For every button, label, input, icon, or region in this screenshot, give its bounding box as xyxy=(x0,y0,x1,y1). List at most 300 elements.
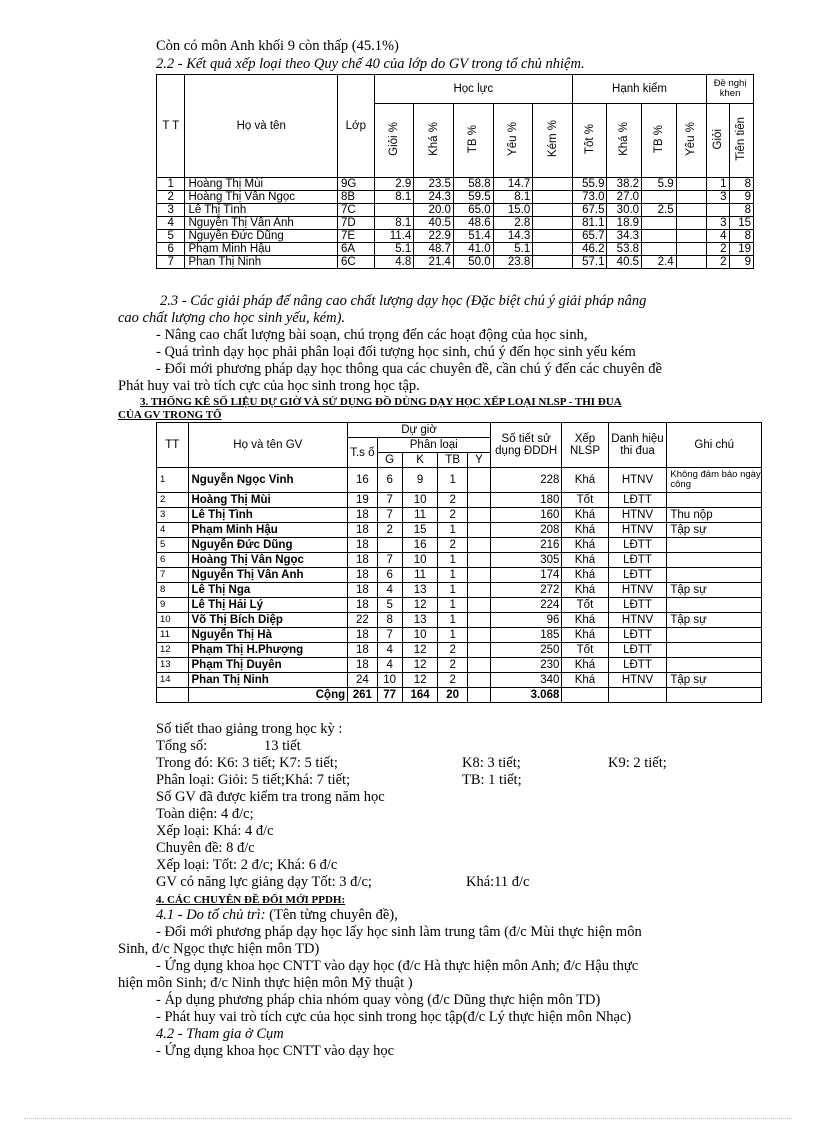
table-row xyxy=(157,673,762,688)
t2-cell-xep: Tốt xyxy=(562,598,608,613)
t2-cell-name: Nguyễn Ngọc Vinh xyxy=(188,468,348,493)
t2-cell-xep: Khá xyxy=(562,673,608,688)
t1-cell-hk_yeu xyxy=(676,230,707,243)
solution-item-1: - Nâng cao chất lượng bài soạn, chú trọng đến các hoạt động của học sinh, xyxy=(156,327,588,343)
table-row xyxy=(157,658,762,673)
t1-cell-class: 7C xyxy=(338,204,375,217)
t2-header-k: K xyxy=(402,453,438,468)
t2-cell-y xyxy=(467,568,490,583)
t1-cell-hk_kha: 38.2 xyxy=(607,178,642,191)
t2-cell-y xyxy=(467,493,490,508)
t2-cell-danhhieu: LĐTT xyxy=(608,658,667,673)
t2-cell-g: 4 xyxy=(377,583,402,598)
stats-gv-kha: Khá:11 đ/c xyxy=(466,874,530,890)
t1-cell-tot: 81.1 xyxy=(572,217,607,230)
t2-cell-sotiet: 180 xyxy=(490,493,561,508)
t2-cell-k: 11 xyxy=(402,568,438,583)
t2-header-name: Họ và tên GV xyxy=(188,423,348,468)
t2-cell-danhhieu: HTNV xyxy=(608,613,667,628)
section-2-3-title-2: cao chất lượng cho học sinh yếu, kém). xyxy=(118,310,346,326)
t2-cell-k: 12 xyxy=(402,598,438,613)
table-row xyxy=(157,523,762,538)
stats-xep-loai-1: Xếp loại: Khá: 4 đ/c xyxy=(156,823,274,839)
t2-cell-ghichu: Tập sự xyxy=(667,673,762,688)
t2-total-sotiet: 3.068 xyxy=(490,688,561,703)
t1-cell-yeu: 23.8 xyxy=(493,256,533,269)
t1-cell-kem xyxy=(533,191,573,204)
t2-cell-danhhieu: LĐTT xyxy=(608,553,667,568)
t2-cell-k: 15 xyxy=(402,523,438,538)
table-row xyxy=(157,217,754,230)
t1-cell-tb: 59.5 xyxy=(453,191,493,204)
t1-cell-kem xyxy=(533,204,573,217)
section-4-item-2a: - Ứng dụng khoa học CNTT vào dạy học (đ/c Hà thực hiện môn Anh; đ/c Hậu thực xyxy=(156,958,639,974)
t1-cell-name: Nguyễn Thị Vân Anh xyxy=(185,217,338,230)
t2-cell-k: 10 xyxy=(402,628,438,643)
t2-cell-name: Phạm Minh Hậu xyxy=(188,523,348,538)
t2-cell-sotiet: 208 xyxy=(490,523,561,538)
header-hl-yeu: Yếu % xyxy=(506,122,519,156)
stats-trong-do: Trong đó: K6: 3 tiết; K7: 5 tiết; xyxy=(156,755,338,771)
t1-cell-k_tt: 19 xyxy=(729,243,754,256)
t1-cell-name: Phan Thị Ninh xyxy=(185,256,338,269)
t2-cell-name: Phạm Thị H.Phượng xyxy=(188,643,348,658)
table-row xyxy=(157,583,762,598)
t2-cell-name: Phan Thị Ninh xyxy=(188,673,348,688)
t1-cell-k_tt: 8 xyxy=(729,178,754,191)
t2-cell-xep: Khá xyxy=(562,628,608,643)
t2-cell-y xyxy=(467,508,490,523)
t1-cell-k_tt: 9 xyxy=(729,191,754,204)
t2-cell-sotiet: 228 xyxy=(490,468,561,493)
header-khen-gioi: Giỏi xyxy=(711,128,724,150)
t2-cell-sotiet: 224 xyxy=(490,598,561,613)
t2-cell-tt: 7 xyxy=(157,568,189,583)
t2-header-ghi-chu: Ghi chú xyxy=(667,423,762,468)
t2-cell-k: 9 xyxy=(402,468,438,493)
t2-cell-y xyxy=(467,538,490,553)
t2-cell-tt: 5 xyxy=(157,538,189,553)
header-khen-tien-tien: Tiên tiến xyxy=(735,117,748,161)
stats-tong-so-value: 13 tiết xyxy=(264,738,301,754)
header-hl-tb: TB % xyxy=(467,124,480,154)
t1-cell-kem xyxy=(533,256,573,269)
t2-cell-danhhieu: HTNV xyxy=(608,583,667,598)
t1-cell-kem xyxy=(533,217,573,230)
t2-cell-name: Nguyễn Thị Hà xyxy=(188,628,348,643)
t1-cell-tb: 65.0 xyxy=(453,204,493,217)
t2-cell-y xyxy=(467,553,490,568)
header-hl-gioi: Giỏi % xyxy=(387,122,400,156)
t2-cell-tt: 12 xyxy=(157,643,189,658)
t2-cell-danhhieu: LĐTT xyxy=(608,493,667,508)
t2-cell-g: 10 xyxy=(377,673,402,688)
t2-cell-danhhieu: HTNV xyxy=(608,508,667,523)
t2-cell-y xyxy=(467,643,490,658)
t1-cell-yeu: 14.3 xyxy=(493,230,533,243)
section-4-item-1b: Sinh, đ/c Ngọc thực hiện môn TD) xyxy=(118,941,320,957)
t2-cell-name: Phạm Thị Duyên xyxy=(188,658,348,673)
section-4-item-5: - Ứng dụng khoa học CNTT vào dạy học xyxy=(156,1043,395,1059)
table-row xyxy=(157,598,762,613)
table-row xyxy=(157,256,754,269)
t1-cell-hk_tb: 2.4 xyxy=(642,256,677,269)
t1-cell-gioi: 2.9 xyxy=(374,178,414,191)
t1-cell-class: 9G xyxy=(338,178,375,191)
t1-cell-hk_tb xyxy=(642,217,677,230)
t1-cell-k_tt: 9 xyxy=(729,256,754,269)
t2-cell-ts: 24 xyxy=(348,673,377,688)
t2-cell-sotiet: 340 xyxy=(490,673,561,688)
t1-cell-tb: 41.0 xyxy=(453,243,493,256)
t2-cell-g: 4 xyxy=(377,658,402,673)
t2-cell-tb: 1 xyxy=(438,583,467,598)
t1-cell-hk_kha: 53.8 xyxy=(607,243,642,256)
t2-cell-tt: 14 xyxy=(157,673,189,688)
t1-cell-kha: 24.3 xyxy=(414,191,454,204)
t2-cell-ts: 18 xyxy=(348,628,377,643)
t2-cell-tb: 1 xyxy=(438,523,467,538)
t2-cell-name: Võ Thị Bích Diệp xyxy=(188,613,348,628)
t1-cell-hk_yeu xyxy=(676,204,707,217)
stats-k9: K9: 2 tiết; xyxy=(608,755,667,771)
t1-cell-k_tt: 8 xyxy=(729,204,754,217)
t1-cell-hk_kha: 27.0 xyxy=(607,191,642,204)
t2-cell-ghichu xyxy=(667,493,762,508)
stats-k8: K8: 3 tiết; xyxy=(462,755,521,771)
t1-cell-tb: 50.0 xyxy=(453,256,493,269)
t1-cell-tt: 1 xyxy=(157,178,185,191)
t1-cell-yeu: 5.1 xyxy=(493,243,533,256)
t2-cell-y xyxy=(467,673,490,688)
t2-cell-name: Lê Thị Tình xyxy=(188,508,348,523)
t2-header-du-gio: Dự giờ xyxy=(348,423,491,438)
t2-cell-tb: 1 xyxy=(438,553,467,568)
t2-cell-tb: 2 xyxy=(438,643,467,658)
table-row xyxy=(157,643,762,658)
t2-cell-y xyxy=(467,658,490,673)
t1-cell-kha: 20.0 xyxy=(414,204,454,217)
t2-header-y: Y xyxy=(467,453,490,468)
header-tt: T T xyxy=(157,75,185,178)
section-4-item-4: - Phát huy vai trò tích cực của học sinh trong học tập(đ/c Lý thực hiện môn Nhạc) xyxy=(156,1009,632,1025)
t1-cell-tt: 7 xyxy=(157,256,185,269)
t1-cell-gioi: 8.1 xyxy=(374,217,414,230)
section-4-item-1a: - Đổi mới phương pháp dạy học lấy học sinh làm trung tâm (đ/c Mùi thực hiện môn xyxy=(156,924,642,940)
t1-cell-class: 6C xyxy=(338,256,375,269)
table-row xyxy=(157,568,762,583)
table-row xyxy=(157,243,754,256)
table-row xyxy=(157,230,754,243)
section-2-3-title-1: 2.3 - Các giải pháp để nâng cao chất lượng dạy học (Đặc biệt chú ý giải pháp nâng xyxy=(160,293,647,309)
table-row xyxy=(157,613,762,628)
class-ranking-table xyxy=(156,74,754,269)
table-row xyxy=(157,493,762,508)
t2-cell-g: 7 xyxy=(377,553,402,568)
t2-cell-ts: 18 xyxy=(348,568,377,583)
t2-cell-ghichu: Thu nộp xyxy=(667,508,762,523)
t2-cell-g: 6 xyxy=(377,468,402,493)
table-row xyxy=(157,204,754,217)
t2-cell-ts: 18 xyxy=(348,583,377,598)
t2-cell-y xyxy=(467,523,490,538)
t1-cell-k_gioi: 3 xyxy=(707,191,729,204)
t1-cell-hk_tb xyxy=(642,243,677,256)
solution-item-3: - Đổi mới phương pháp dạy học thông qua các chuyên đề, cần chú ý đến các chuyên đề xyxy=(156,361,662,377)
t2-cell-tt: 11 xyxy=(157,628,189,643)
t1-cell-tot: 46.2 xyxy=(572,243,607,256)
t2-header-phan-loai: Phân loại xyxy=(377,438,490,453)
intro-line: Còn có môn Anh khối 9 còn thấp (45.1%) xyxy=(156,38,399,54)
t2-header-g: G xyxy=(377,453,402,468)
t2-header-tb: TB xyxy=(438,453,467,468)
t2-total-tb: 20 xyxy=(438,688,467,703)
t1-cell-kem xyxy=(533,230,573,243)
t2-cell-sotiet: 96 xyxy=(490,613,561,628)
t2-cell-tt: 10 xyxy=(157,613,189,628)
t2-cell-tb: 2 xyxy=(438,493,467,508)
t2-total-label: Cộng xyxy=(188,688,348,703)
t2-cell-tt: 6 xyxy=(157,553,189,568)
t2-cell-tt: 1 xyxy=(157,468,189,493)
t1-cell-class: 7E xyxy=(338,230,375,243)
table-row xyxy=(157,178,754,191)
t2-cell-k: 10 xyxy=(402,553,438,568)
t1-cell-gioi: 11.4 xyxy=(374,230,414,243)
t1-cell-tt: 4 xyxy=(157,217,185,230)
t2-cell-danhhieu: HTNV xyxy=(608,673,667,688)
table-row xyxy=(157,468,762,493)
t2-cell-y xyxy=(467,583,490,598)
t1-cell-hk_kha: 34.3 xyxy=(607,230,642,243)
t1-cell-kha: 23.5 xyxy=(414,178,454,191)
t1-cell-tb: 51.4 xyxy=(453,230,493,243)
t2-cell-ghichu: Tập sự xyxy=(667,523,762,538)
t2-cell-danhhieu: LĐTT xyxy=(608,598,667,613)
t1-cell-yeu: 2.8 xyxy=(493,217,533,230)
section-4-item-2b: hiện môn Sinh; đ/c Ninh thực hiện môn Mỹ thuật ) xyxy=(118,975,413,991)
t2-cell-ghichu: Không đảm bảo ngày công xyxy=(667,468,762,493)
t2-total-row xyxy=(157,688,762,703)
t1-cell-kha: 22.9 xyxy=(414,230,454,243)
t1-cell-tt: 3 xyxy=(157,204,185,217)
t2-cell-tb: 2 xyxy=(438,673,467,688)
stats-tb: TB: 1 tiết; xyxy=(462,772,522,788)
stats-phan-loai: Phân loại: Giỏi: 5 tiết;Khá: 7 tiết; xyxy=(156,772,351,788)
t1-cell-hk_kha: 18.9 xyxy=(607,217,642,230)
t2-header-so-tiet: Số tiết sử dụng ĐDDH xyxy=(490,423,561,468)
t2-cell-ghichu xyxy=(667,628,762,643)
t2-cell-tb: 1 xyxy=(438,628,467,643)
t1-cell-hk_yeu xyxy=(676,256,707,269)
t1-cell-name: Hoàng Thị Vân Ngọc xyxy=(185,191,338,204)
t2-header-xep: Xếp NLSP xyxy=(562,423,608,468)
t2-total-g: 77 xyxy=(377,688,402,703)
t2-cell-danhhieu: LĐTT xyxy=(608,643,667,658)
t1-cell-hk_kha: 30.0 xyxy=(607,204,642,217)
t2-cell-name: Lê Thị Hải Lý xyxy=(188,598,348,613)
t1-cell-tt: 5 xyxy=(157,230,185,243)
stats-chuyen-de: Chuyên đề: 8 đ/c xyxy=(156,840,255,856)
t2-cell-tb: 2 xyxy=(438,508,467,523)
section-4-1-label: 4.1 - Do tổ chủ trì: xyxy=(156,907,266,923)
header-name: Họ và tên xyxy=(185,75,338,178)
t2-cell-ts: 18 xyxy=(348,643,377,658)
header-hl-kha: Khá % xyxy=(427,122,440,156)
header-hk-yeu: Yếu % xyxy=(685,122,698,156)
t2-cell-g: 2 xyxy=(377,523,402,538)
t2-cell-danhhieu: HTNV xyxy=(608,468,667,493)
table-row xyxy=(157,508,762,523)
t1-cell-tot: 65.7 xyxy=(572,230,607,243)
t1-cell-tot: 73.0 xyxy=(572,191,607,204)
t2-cell-k: 12 xyxy=(402,658,438,673)
t2-cell-sotiet: 185 xyxy=(490,628,561,643)
t2-cell-name: Nguyễn Thị Vân Anh xyxy=(188,568,348,583)
teacher-stats-table xyxy=(156,422,762,703)
t2-cell-ts: 18 xyxy=(348,508,377,523)
t2-cell-g xyxy=(377,538,402,553)
table-row xyxy=(157,538,762,553)
t2-cell-tb: 2 xyxy=(438,538,467,553)
t2-cell-y xyxy=(467,628,490,643)
t1-cell-k_gioi: 1 xyxy=(707,178,729,191)
header-class: Lớp xyxy=(338,75,375,178)
t1-cell-tot: 55.9 xyxy=(572,178,607,191)
t1-cell-k_tt: 8 xyxy=(729,230,754,243)
t2-cell-danhhieu: LĐTT xyxy=(608,628,667,643)
t1-cell-kha: 21.4 xyxy=(414,256,454,269)
t2-cell-sotiet: 250 xyxy=(490,643,561,658)
t2-cell-xep: Khá xyxy=(562,568,608,583)
stats-line-1: Số tiết thao giảng trong học kỳ : xyxy=(156,721,343,737)
section-3-title-1: 3. THỐNG KÊ SỐ LIỆU DỰ GIỜ VÀ SỬ DỤNG ĐỒ DÙNG DẠY HỌC XẾP LOẠI NLSP - THI ĐUA xyxy=(140,396,622,408)
t2-header-tt: TT xyxy=(157,423,189,468)
t2-cell-ghichu xyxy=(667,538,762,553)
t2-cell-g: 5 xyxy=(377,598,402,613)
stats-gv-nang-luc: GV có năng lực giảng dạy Tốt: 3 đ/c; xyxy=(156,874,372,890)
t2-cell-k: 16 xyxy=(402,538,438,553)
t2-cell-y xyxy=(467,613,490,628)
t2-cell-y xyxy=(467,468,490,493)
t1-cell-kha: 40.5 xyxy=(414,217,454,230)
t1-cell-class: 6A xyxy=(338,243,375,256)
t1-cell-hk_kha: 40.5 xyxy=(607,256,642,269)
t2-cell-tb: 1 xyxy=(438,613,467,628)
t2-cell-danhhieu: HTNV xyxy=(608,523,667,538)
t2-cell-ts: 18 xyxy=(348,553,377,568)
t2-total-k: 164 xyxy=(402,688,438,703)
t2-cell-ghichu xyxy=(667,598,762,613)
table-row xyxy=(157,191,754,204)
t2-cell-g: 7 xyxy=(377,493,402,508)
solution-continuation: Phát huy vai trò tích cực của học sinh trong học tập. xyxy=(118,378,420,394)
t1-cell-tb: 48.6 xyxy=(453,217,493,230)
section-4-2-label: 4.2 - Tham gia ở Cụm xyxy=(156,1026,284,1042)
t2-cell-ghichu: Tập sự xyxy=(667,613,762,628)
t2-cell-k: 12 xyxy=(402,643,438,658)
t2-cell-k: 11 xyxy=(402,508,438,523)
t1-cell-tt: 2 xyxy=(157,191,185,204)
t1-cell-name: Lê Thị Tình xyxy=(185,204,338,217)
t2-cell-ghichu: Tập sự xyxy=(667,583,762,598)
t2-cell-ghichu xyxy=(667,643,762,658)
t2-cell-g: 7 xyxy=(377,508,402,523)
section-2-2-title: 2.2 - Kết quả xếp loại theo Quy chế 40 của lớp do GV trong tổ chủ nhiệm. xyxy=(156,56,585,72)
header-hanh-kiem: Hạnh kiểm xyxy=(572,75,706,104)
t1-cell-hk_tb: 2.5 xyxy=(642,204,677,217)
t1-cell-hk_yeu xyxy=(676,243,707,256)
t2-cell-danhhieu: LĐTT xyxy=(608,568,667,583)
t2-cell-ts: 18 xyxy=(348,658,377,673)
t2-cell-tb: 2 xyxy=(438,658,467,673)
t2-cell-tt: 13 xyxy=(157,658,189,673)
t2-cell-g: 6 xyxy=(377,568,402,583)
t2-cell-sotiet: 160 xyxy=(490,508,561,523)
header-hk-tot: Tốt % xyxy=(583,123,596,155)
t2-cell-tt: 8 xyxy=(157,583,189,598)
t2-cell-name: Hoàng Thị Mùi xyxy=(188,493,348,508)
t1-cell-k_gioi: 2 xyxy=(707,243,729,256)
t2-header-danh-hieu: Danh hiệu thi đua xyxy=(608,423,667,468)
t2-cell-ts: 18 xyxy=(348,538,377,553)
t2-cell-tb: 1 xyxy=(438,468,467,493)
t2-cell-xep: Khá xyxy=(562,583,608,598)
t1-cell-kem xyxy=(533,178,573,191)
t2-cell-tt: 3 xyxy=(157,508,189,523)
stats-toan-dien: Toàn diện: 4 đ/c; xyxy=(156,806,254,822)
table-row xyxy=(157,553,762,568)
t2-cell-g: 4 xyxy=(377,643,402,658)
t1-cell-yeu: 14.7 xyxy=(493,178,533,191)
t1-cell-name: Nguyễn Đức Dũng xyxy=(185,230,338,243)
t1-cell-k_gioi: 3 xyxy=(707,217,729,230)
t2-cell-xep: Khá xyxy=(562,468,608,493)
t2-cell-danhhieu: LĐTT xyxy=(608,538,667,553)
t2-cell-name: Hoàng Thị Vân Ngọc xyxy=(188,553,348,568)
t1-cell-gioi: 4.8 xyxy=(374,256,414,269)
section-4-1-note: (Tên từng chuyên đề), xyxy=(265,907,398,923)
page-bottom-rule xyxy=(24,1118,792,1119)
t2-header-ts: T.s ố xyxy=(348,438,377,468)
t2-cell-tb: 1 xyxy=(438,598,467,613)
t2-cell-g: 7 xyxy=(377,628,402,643)
stats-xep-loai-2: Xếp loại: Tốt: 2 đ/c; Khá: 6 đ/c xyxy=(156,857,338,873)
t1-cell-hk_yeu xyxy=(676,191,707,204)
t2-cell-xep: Tốt xyxy=(562,493,608,508)
header-de-nghi-khen: Đề nghị khen xyxy=(707,75,754,104)
t2-cell-xep: Tốt xyxy=(562,643,608,658)
t2-cell-y xyxy=(467,598,490,613)
t1-cell-k_gioi xyxy=(707,204,729,217)
t2-cell-tt: 2 xyxy=(157,493,189,508)
t2-cell-xep: Khá xyxy=(562,523,608,538)
t1-cell-class: 8B xyxy=(338,191,375,204)
t1-cell-tt: 6 xyxy=(157,243,185,256)
t1-cell-gioi: 8.1 xyxy=(374,191,414,204)
t2-cell-name: Nguyễn Đức Dũng xyxy=(188,538,348,553)
t1-cell-k_tt: 15 xyxy=(729,217,754,230)
section-4-title: 4. CÁC CHUYÊN ĐỀ ĐỔI MỚI PPDH: xyxy=(156,894,346,906)
t2-cell-sotiet: 305 xyxy=(490,553,561,568)
t1-cell-gioi xyxy=(374,204,414,217)
t1-cell-k_gioi: 4 xyxy=(707,230,729,243)
t1-cell-kem xyxy=(533,243,573,256)
t2-cell-sotiet: 174 xyxy=(490,568,561,583)
t2-cell-ts: 16 xyxy=(348,468,377,493)
t2-cell-xep: Khá xyxy=(562,508,608,523)
t1-cell-hk_tb xyxy=(642,230,677,243)
